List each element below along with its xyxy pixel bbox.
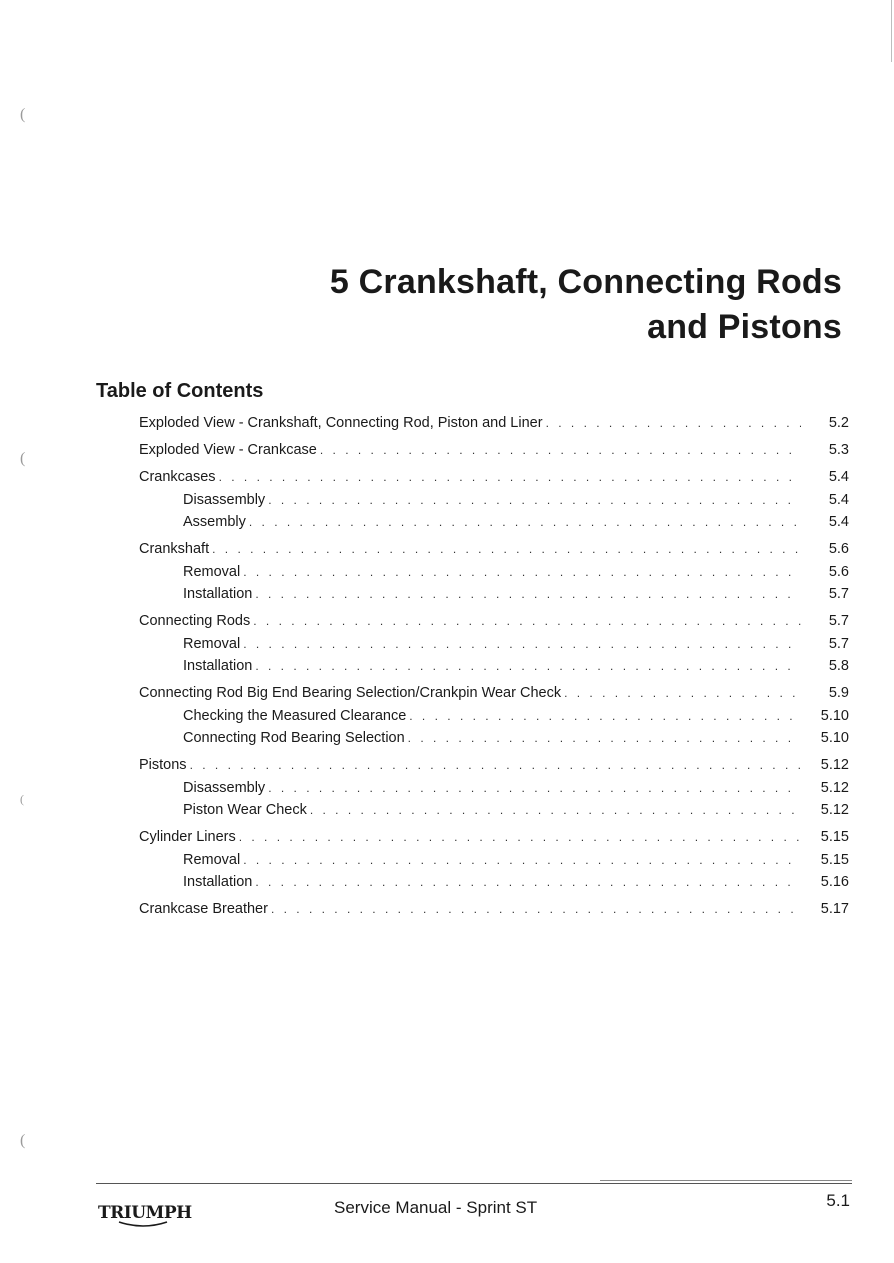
toc-dot-leader	[268, 493, 801, 507]
toc-entry-label: Pistons	[139, 757, 187, 773]
toc-dot-leader	[253, 614, 801, 628]
toc-entry-page: 5.6	[828, 563, 849, 580]
toc-dot-leader	[310, 803, 801, 817]
toc-subentry[interactable]	[139, 852, 849, 875]
toc-entry-label: Checking the Measured Clearance	[183, 707, 407, 724]
manual-title: Service Manual - Sprint ST	[334, 1198, 538, 1217]
toc-entry-page: 5.12	[820, 802, 849, 818]
toc-entry-label: Crankcase Breather	[139, 901, 268, 917]
toc-dot-leader	[320, 443, 801, 457]
toc-dot-leader	[243, 637, 801, 651]
margin-mark: (	[20, 106, 26, 123]
toc-entry-label: Cylinder Liners	[139, 829, 236, 845]
chapter-title-line-2: and Pistons	[647, 308, 842, 346]
toc-entry-page: 5.4	[828, 514, 849, 530]
toc-dot-leader	[243, 565, 801, 579]
margin-mark: (	[20, 1132, 26, 1149]
toc-entry-page: 5.15	[820, 829, 849, 845]
toc-entry-page: 5.9	[828, 685, 849, 701]
toc-entry[interactable]	[139, 901, 849, 924]
margin-mark: (	[20, 792, 24, 806]
toc-subentry[interactable]	[139, 514, 849, 537]
toc-entry-label: Connecting Rods	[139, 613, 251, 629]
toc-entry-label: Installation	[183, 586, 253, 602]
toc-entry-page: 5.10	[820, 730, 849, 746]
toc-entry[interactable]	[139, 613, 849, 636]
toc-entry-label: Connecting Rod Bearing Selection	[183, 730, 405, 746]
toc-entry-label: Exploded View - Crankshaft, Connecting Rod, Piston and Liner	[139, 415, 543, 431]
toc-dot-leader	[249, 515, 801, 529]
scan-edge-line	[891, 0, 892, 62]
toc-entry-label: Crankshaft	[139, 541, 210, 557]
toc-dot-leader	[268, 781, 801, 795]
toc-entry-label: Removal	[183, 635, 241, 652]
toc-entry-page: 5.17	[820, 901, 849, 917]
logo-swoosh-icon	[118, 1221, 168, 1229]
toc-entry-page: 5.3	[828, 442, 849, 458]
triumph-logo: TRIUMPH	[98, 1203, 192, 1223]
toc-entry-label: Removal	[183, 563, 241, 580]
toc-dot-leader	[219, 470, 801, 484]
toc-entry-page: 5.7	[828, 613, 849, 629]
toc-entry-page: 5.10	[820, 707, 849, 724]
toc-entry[interactable]	[139, 685, 849, 708]
toc-subentry[interactable]	[139, 874, 849, 897]
toc-entry-label: Disassembly	[183, 779, 266, 796]
toc-subentry[interactable]	[139, 564, 849, 587]
toc-list	[139, 415, 849, 924]
footer-rule-secondary	[600, 1180, 852, 1181]
toc-entry-page: 5.4	[828, 491, 849, 508]
footer-rule	[96, 1183, 852, 1184]
toc-dot-leader	[409, 709, 801, 723]
toc-subentry[interactable]	[139, 636, 849, 659]
toc-entry-page: 5.7	[828, 586, 849, 602]
toc-entry-page: 5.6	[828, 541, 849, 557]
toc-entry-page: 5.16	[820, 874, 849, 890]
chapter-title	[330, 260, 842, 350]
toc-subentry[interactable]	[139, 708, 849, 731]
toc-entry-label: Assembly	[183, 514, 246, 530]
margin-mark: (	[20, 450, 26, 467]
toc-entry-page: 5.8	[828, 658, 849, 674]
toc-entry-label: Connecting Rod Big End Bearing Selection/Crankpin Wear Check	[139, 685, 562, 701]
toc-entry-label: Installation	[183, 874, 253, 890]
toc-entry-page: 5.4	[828, 469, 849, 485]
toc-entry[interactable]	[139, 442, 849, 465]
toc-dot-leader	[408, 731, 801, 745]
toc-entry[interactable]	[139, 415, 849, 438]
toc-dot-leader	[255, 587, 801, 601]
toc-entry-label: Exploded View - Crankcase	[139, 442, 317, 458]
toc-entry[interactable]	[139, 757, 849, 780]
toc-entry-page: 5.12	[820, 779, 849, 796]
toc-heading: Table of Contents	[96, 380, 264, 402]
toc-entry[interactable]	[139, 541, 849, 564]
toc-subentry[interactable]	[139, 658, 849, 681]
toc-dot-leader	[564, 686, 801, 700]
toc-entry[interactable]	[139, 829, 849, 852]
toc-dot-leader	[546, 416, 801, 430]
toc-dot-leader	[239, 830, 801, 844]
toc-dot-leader	[271, 902, 801, 916]
toc-subentry[interactable]	[139, 492, 849, 515]
toc-entry-label: Removal	[183, 851, 241, 868]
toc-subentry[interactable]	[139, 586, 849, 609]
page-number: 5.1	[826, 1191, 850, 1210]
toc-entry-label: Disassembly	[183, 491, 266, 508]
toc-subentry[interactable]	[139, 730, 849, 753]
toc-entry-label: Installation	[183, 658, 253, 674]
toc-dot-leader	[255, 875, 801, 889]
toc-subentry[interactable]	[139, 802, 849, 825]
toc-entry-label: Piston Wear Check	[183, 802, 307, 818]
toc-entry-page: 5.12	[820, 757, 849, 773]
toc-subentry[interactable]	[139, 780, 849, 803]
toc-entry[interactable]	[139, 469, 849, 492]
toc-entry-page: 5.7	[828, 635, 849, 652]
toc-entry-page: 5.2	[828, 415, 849, 431]
chapter-title-line-1: 5 Crankshaft, Connecting Rods	[329, 263, 842, 301]
toc-dot-leader	[212, 542, 801, 556]
toc-dot-leader	[243, 853, 801, 867]
toc-dot-leader	[255, 659, 801, 673]
toc-dot-leader	[190, 758, 801, 772]
toc-entry-page: 5.15	[820, 851, 849, 868]
toc-entry-label: Crankcases	[139, 469, 216, 485]
